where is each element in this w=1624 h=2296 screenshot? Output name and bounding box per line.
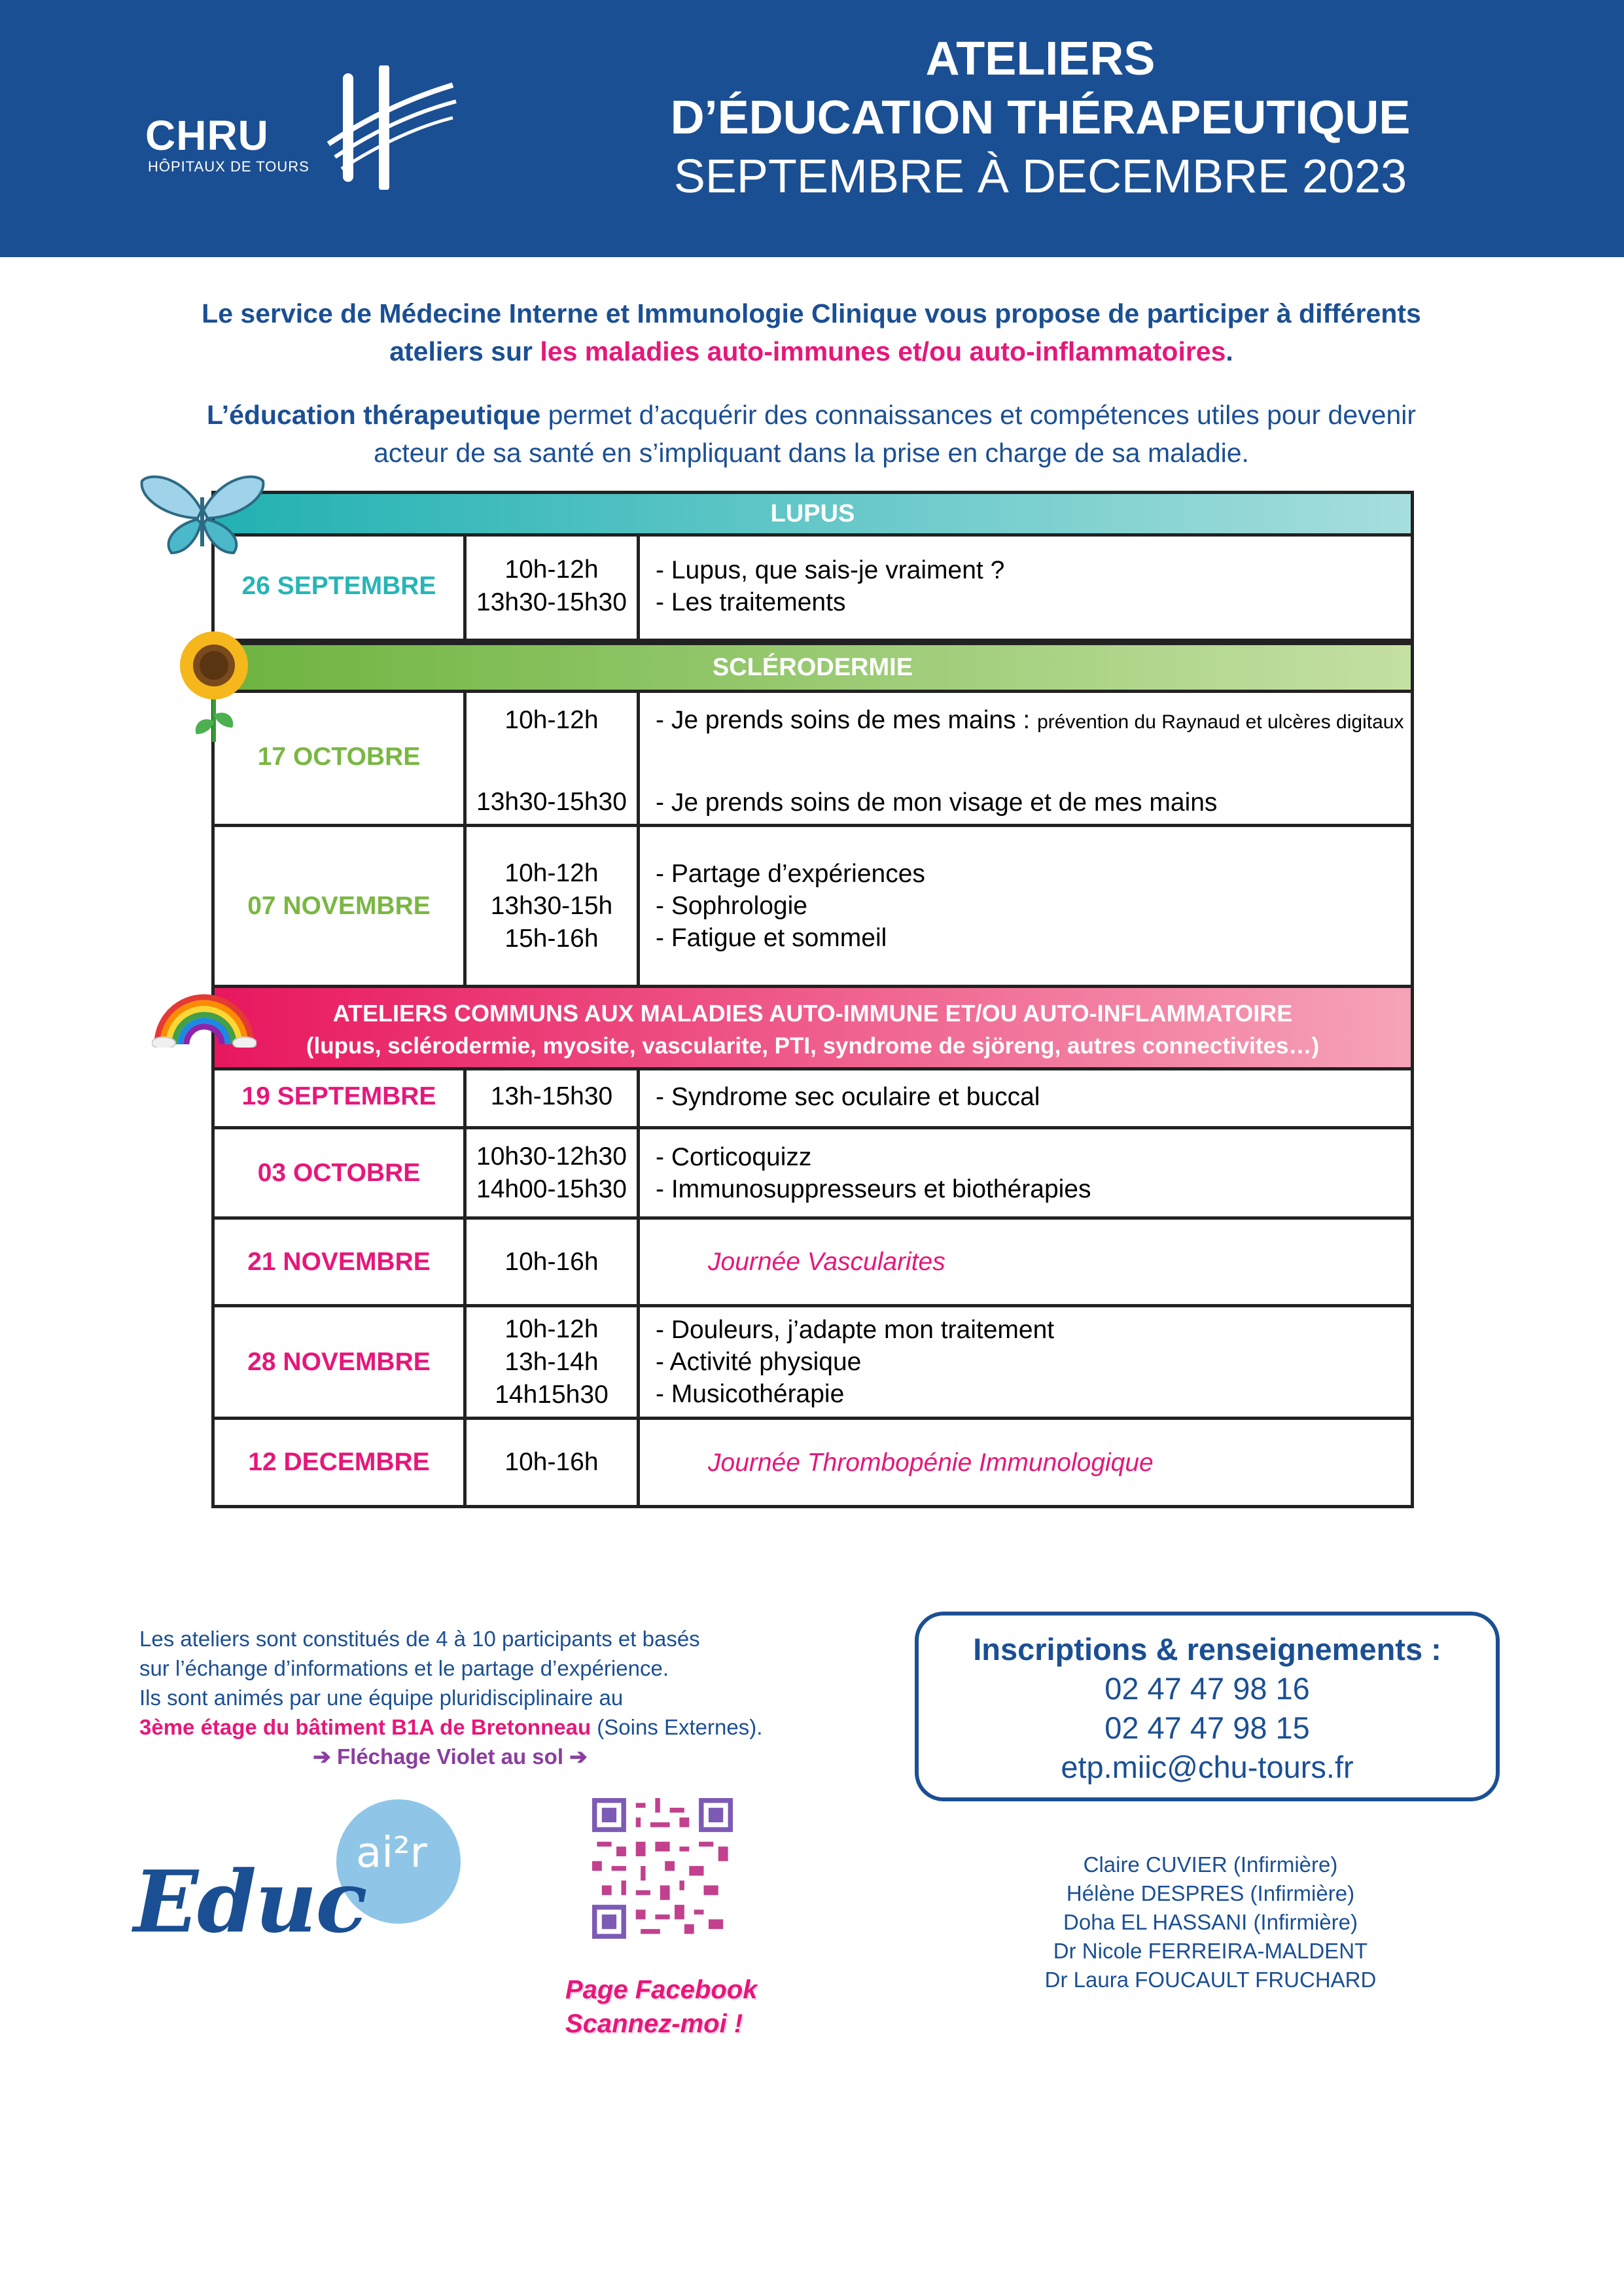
- topic-item: - Sophrologie: [656, 892, 807, 920]
- intro-1-highlight: les maladies auto-immunes et/ou auto-inflammatoires: [540, 336, 1226, 366]
- row-topics: [640, 533, 1414, 639]
- info-line: Les ateliers sont constitués de 4 à 10 participants et basés: [139, 1627, 700, 1651]
- topic-item: - Je prends soins de mon visage et de mes mains: [656, 788, 1218, 817]
- time-slot: 10h-12h: [504, 555, 599, 584]
- intro-paragraph-1: [196, 294, 1426, 370]
- logo-mark-icon: [322, 65, 459, 190]
- time-slot: 10h-12h: [504, 706, 599, 734]
- info-location-bold: 3ème étage du bâtiment B1A de Bretonneau: [139, 1715, 591, 1739]
- contact-box: [915, 1612, 1500, 1801]
- topic-item: - Activité physique: [656, 1348, 862, 1376]
- facebook-line-2: Scannez-moi !: [565, 2009, 743, 2038]
- time-slot: 13h30-15h: [490, 891, 613, 920]
- contact-title: Inscriptions & renseignements :: [973, 1632, 1441, 1667]
- contact-phone-2[interactable]: 02 47 47 98 15: [1104, 1710, 1310, 1745]
- info-signage: ➔ Fléchage Violet au sol ➔: [313, 1744, 588, 1769]
- facebook-line-1: Page Facebook: [565, 1975, 758, 2004]
- time-slot: 13h-14h: [504, 1347, 599, 1376]
- educ-logo-circle-text: ai²r: [356, 1829, 427, 1877]
- row-times: [467, 690, 640, 824]
- row-topics: [640, 827, 1414, 985]
- topic-item: - Douleurs, j’adapte mon traitement: [656, 1316, 1055, 1344]
- topic-detail: prévention du Raynaud et ulcères digitaux: [1037, 711, 1404, 733]
- special-day: Journée Vascularites: [708, 1248, 945, 1276]
- info-location-rest: (Soins Externes).: [591, 1715, 763, 1739]
- time-slot: 15h-16h: [504, 924, 599, 953]
- info-line: Ils sont animés par une équipe pluridisciplinaire au: [139, 1686, 624, 1710]
- row-topics: [640, 1129, 1414, 1216]
- row-date: 07 NOVEMBRE: [215, 827, 467, 985]
- header-banner: [0, 0, 1624, 257]
- qr-code[interactable]: [592, 1798, 733, 1939]
- table-row: [215, 690, 1411, 827]
- info-location: [139, 1712, 885, 1742]
- time-slot: 13h30-15h30: [476, 788, 627, 816]
- intro-2-text: permet d’acquérir des connaissances et compétences utiles pour devenir acteur de sa santé en s’impliquant dans la prise en charge de sa maladie.: [374, 400, 1417, 468]
- logo-name: CHRU: [145, 112, 269, 159]
- topic-item: - Musicothérapie: [656, 1380, 845, 1408]
- title-line-2: D’ÉDUCATION THÉRAPEUTIQUE: [670, 92, 1411, 144]
- row-times: [467, 533, 640, 639]
- communs-header-label: ATELIERS COMMUNS AUX MALADIES AUTO-IMMUNE ET/OU AUTO-INFLAMMATOIRE: [332, 1000, 1293, 1027]
- team-member: Dr Laura FOUCAULT FRUCHARD: [1044, 1968, 1377, 1992]
- row-date: 12 DECEMBRE: [215, 1420, 467, 1505]
- row-topics: [640, 1307, 1414, 1417]
- time-slot: 10h30-12h30: [476, 1142, 627, 1171]
- topic-item: - Syndrome sec oculaire et buccal: [656, 1082, 1040, 1111]
- time-slot: 10h-16h: [504, 1247, 599, 1276]
- row-times: [467, 827, 640, 985]
- team-list: [962, 1850, 1459, 1994]
- table-row: [215, 1420, 1411, 1505]
- sclerodermie-header: [215, 642, 1411, 693]
- topic-item: - Les traitements: [656, 588, 846, 616]
- time-slot: 10h-12h: [504, 1315, 599, 1343]
- time-slot: 13h30-15h30: [476, 588, 627, 616]
- row-topics: [640, 1067, 1414, 1126]
- topic-item: [656, 704, 1403, 738]
- row-times: [467, 1220, 640, 1304]
- facebook-callout: [565, 1973, 757, 2041]
- lupus-header: [215, 491, 1411, 537]
- table-row: [215, 533, 1411, 642]
- row-times: [467, 1307, 640, 1417]
- team-member: Dr Nicole FERREIRA-MALDENT: [1053, 1939, 1368, 1963]
- row-date: 19 SEPTEMBRE: [215, 1067, 467, 1126]
- team-member: Hélène DESPRES (Infirmière): [1066, 1881, 1355, 1905]
- row-topics: [640, 1420, 1414, 1505]
- contact-phone-1[interactable]: 02 47 47 98 16: [1104, 1671, 1310, 1706]
- row-date: 28 NOVEMBRE: [215, 1307, 467, 1417]
- logo-subtitle: HÔPITAUX DE TOURS: [148, 158, 309, 175]
- rainbow-icon: [152, 985, 256, 1048]
- topic-item: - Immunosuppresseurs et biothérapies: [656, 1174, 1091, 1203]
- sunflower-icon: [177, 629, 252, 744]
- table-row: [215, 1129, 1411, 1220]
- table-row: [215, 1307, 1411, 1420]
- topic-text: - Je prends soins de mes mains :: [656, 706, 1038, 734]
- special-day: Journée Thrombopénie Immunologique: [708, 1448, 1154, 1477]
- table-row: [215, 1067, 1411, 1129]
- communs-subheader: (lupus, sclérodermie, myosite, vascularite, PTI, syndrome de sjöreng, autres connectivites…): [306, 1033, 1320, 1059]
- communs-header: [215, 985, 1411, 1070]
- title-line-1: ATELIERS: [925, 33, 1156, 85]
- intro-paragraph-2: [196, 396, 1426, 472]
- workshop-info: [139, 1624, 885, 1771]
- educ-logo-word: Educ: [133, 1852, 366, 1952]
- schedule-table: [211, 491, 1414, 1508]
- chru-logo: [145, 65, 459, 190]
- time-slot: 13h-15h30: [490, 1082, 613, 1110]
- row-times: [467, 1067, 640, 1126]
- row-date: 21 NOVEMBRE: [215, 1220, 467, 1304]
- intro-1-text: Le service de Médecine Interne et Immunologie Clinique vous propose de participer à différents ateliers sur: [202, 298, 1421, 366]
- sclerodermie-header-label: SCLÉRODERMIE: [712, 654, 913, 681]
- row-times: [467, 1129, 640, 1216]
- time-slot: 14h15h30: [495, 1380, 609, 1409]
- row-date: 03 OCTOBRE: [215, 1129, 467, 1216]
- team-member: Claire CUVIER (Infirmière): [1083, 1852, 1338, 1877]
- time-slot: 14h00-15h30: [476, 1174, 627, 1203]
- row-times: [467, 1420, 640, 1505]
- title-line-3: SEPTEMBRE À DECEMBRE 2023: [673, 150, 1407, 203]
- intro-1-end: .: [1226, 336, 1233, 366]
- row-date: 26 SEPTEMBRE: [215, 533, 467, 639]
- table-row: [215, 1220, 1411, 1307]
- table-row: [215, 827, 1411, 988]
- team-member: Doha EL HASSANI (Infirmière): [1063, 1910, 1358, 1934]
- page-title: [615, 29, 1466, 206]
- row-topics: [640, 690, 1414, 824]
- topic-item: - Corticoquizz: [656, 1142, 812, 1171]
- lupus-header-label: LUPUS: [770, 500, 855, 527]
- info-line: sur l’échange d’informations et le partage d’expérience.: [139, 1656, 669, 1680]
- time-slot: 10h-16h: [504, 1448, 599, 1476]
- topic-item: - Partage d’expériences: [656, 860, 925, 888]
- intro-2-bold: L’éducation thérapeutique: [206, 400, 541, 430]
- row-date: 17 OCTOBRE: [215, 690, 467, 824]
- topic-item: - Fatigue et sommeil: [656, 924, 887, 952]
- time-slot: 10h-12h: [504, 858, 599, 887]
- topic-item: - Lupus, que sais-je vraiment ?: [656, 556, 1005, 584]
- row-topics: [640, 1220, 1414, 1304]
- butterfly-icon: [139, 471, 266, 559]
- contact-email[interactable]: etp.miic@chu-tours.fr: [1061, 1750, 1354, 1784]
- educ-air-logo: [133, 1799, 474, 1956]
